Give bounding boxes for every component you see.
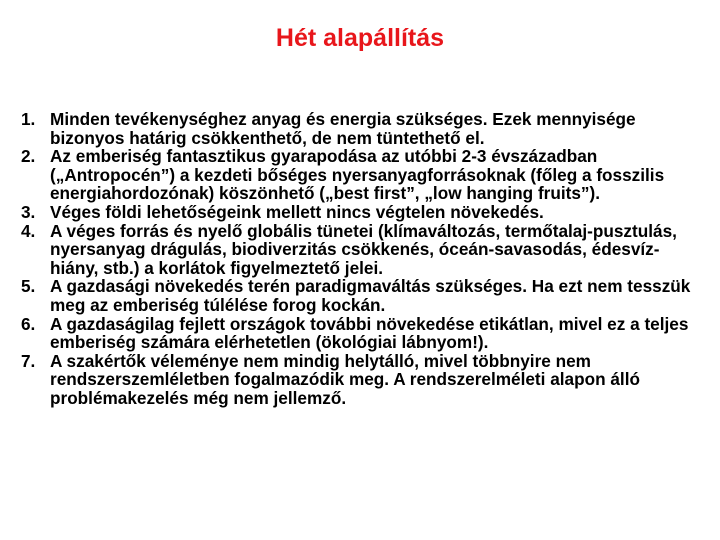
- list-item-text: A gazdasági növekedés terén paradigmaváltás szükséges. Ha ezt nem tesszük meg az emberiség túlélése forog kockán.: [50, 276, 691, 315]
- principles-list: [21, 110, 701, 408]
- list-item: [21, 277, 701, 314]
- list-item-number: 7.: [21, 350, 36, 371]
- list-item-text: Az emberiség fantasztikus gyarapodása az utóbbi 2-3 évszázadban („Antropocén”) a kezdeti bőséges nyersanyagforrásoknak (főleg a fosszilis energiahordozónak) köszönhető („best first”, „low hanging fruits”).: [50, 146, 665, 204]
- list-item: [21, 147, 701, 203]
- list-item-text: A gazdaságilag fejlett országok további növekedése etikátlan, mivel ez a teljes emberiség számára elérhetetlen (ökológiai lábnyom!).: [50, 313, 689, 353]
- list-item-number: 3.: [21, 201, 36, 222]
- list-item: [21, 315, 701, 352]
- list-item-number: 6.: [21, 313, 36, 334]
- list-item: [21, 203, 701, 222]
- list-item-number: 5.: [21, 276, 36, 297]
- list-item-text: A szakértők véleménye nem mindig helytálló, mivel többnyire nem rendszerszemléletben fogalmazódik meg. A rendszerelméleti alapon álló problémakezelés még nem jellemző.: [50, 350, 640, 408]
- list-item: [21, 222, 701, 278]
- list-item: [21, 352, 701, 408]
- list-item-text: Minden tevékenységhez anyag és energia szükséges. Ezek mennyisége bizonyos határig csökkenthető, de nem tüntethető el.: [50, 109, 636, 148]
- list-item-text: A véges forrás és nyelő globális tünetei (klímaváltozás, termőtalaj-pusztulás, nyersanyag drágulás, biodiverzitás csökkenés, óceán-savasodás, édesvíz-hiány, stb.) a korlátok figyelmeztető jelei.: [50, 220, 677, 278]
- list-item: [21, 110, 701, 147]
- list-item-number: 4.: [21, 220, 36, 241]
- list-item-number: 1.: [21, 109, 36, 129]
- list-item-text: Véges földi lehetőségeink mellett nincs végtelen növekedés.: [50, 201, 544, 222]
- list-item-number: 2.: [21, 146, 36, 167]
- slide-title: Hét alapállítás: [275, 24, 445, 52]
